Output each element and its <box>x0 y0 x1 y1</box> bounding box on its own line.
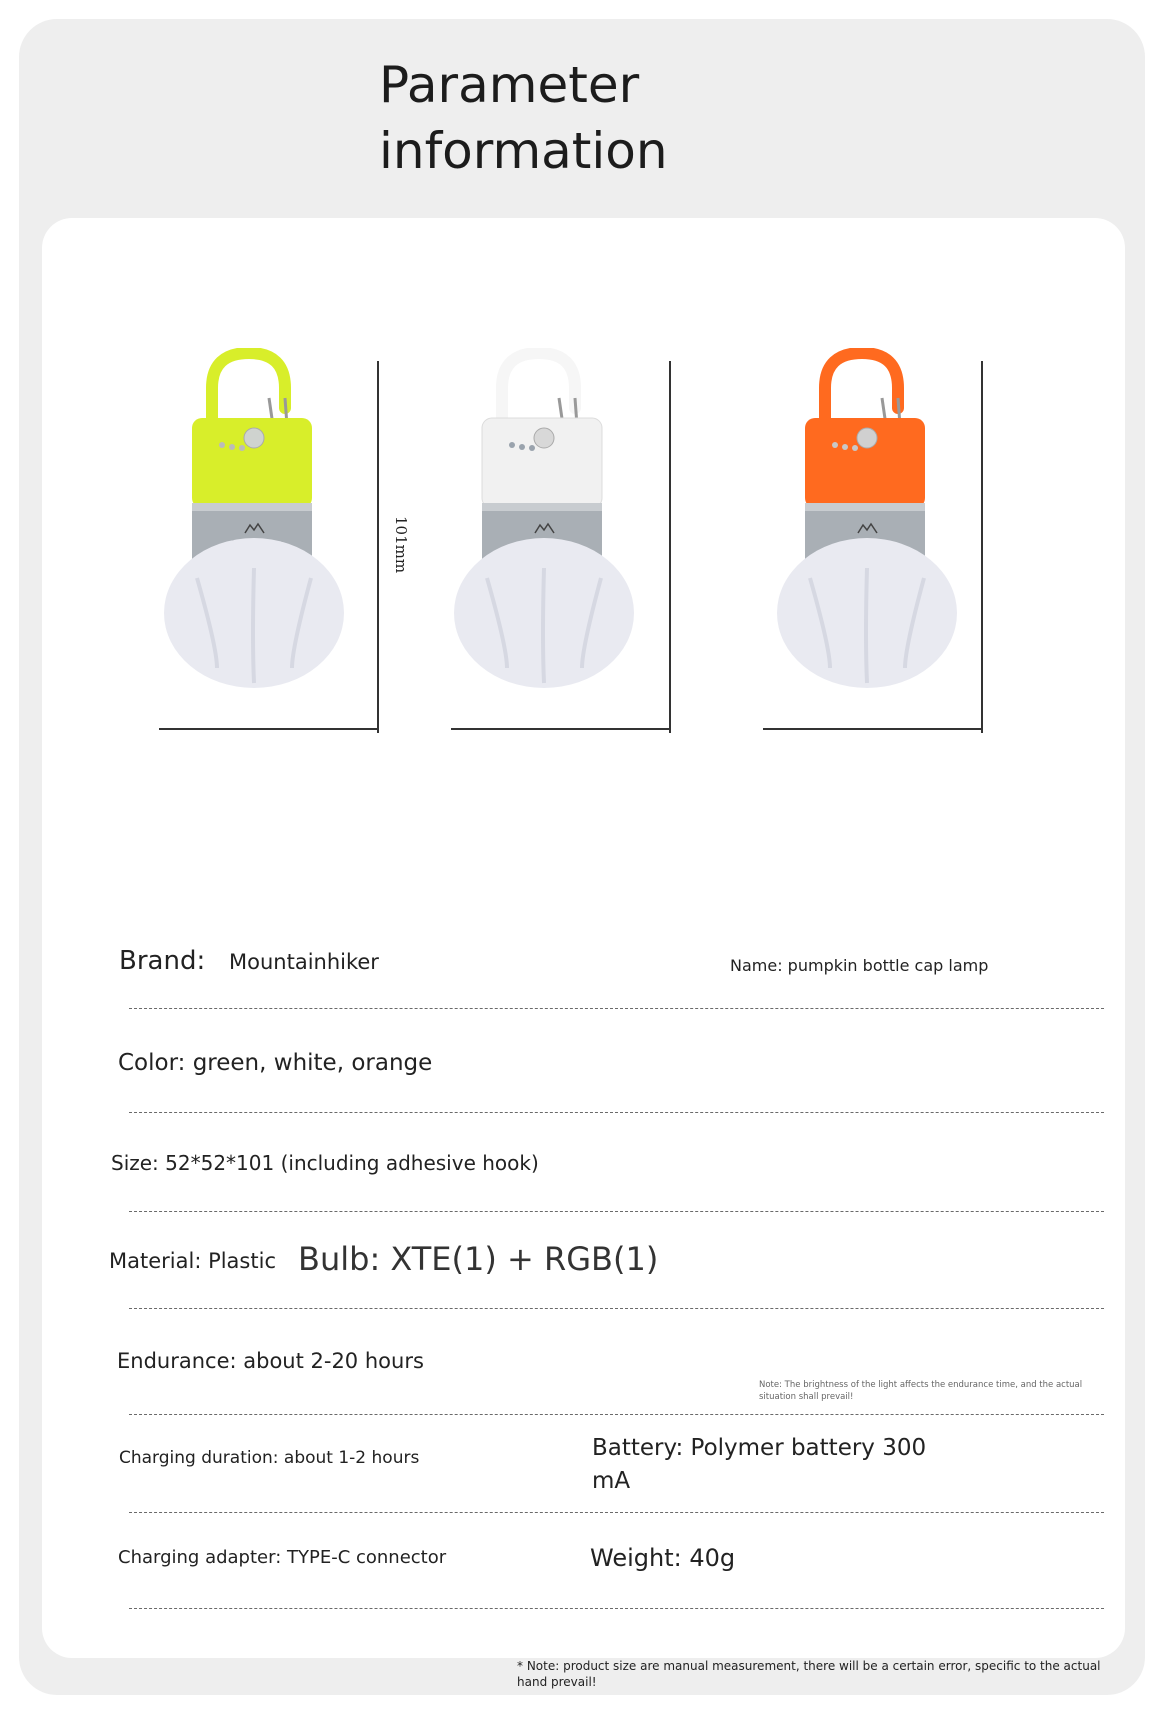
product-name: Name: pumpkin bottle cap lamp <box>730 956 989 975</box>
lamp-green-image <box>157 348 387 688</box>
divider <box>129 1414 1104 1415</box>
title-line-1: Parameter <box>379 56 640 114</box>
divider <box>129 1112 1104 1113</box>
dimension-line-horizontal <box>451 728 670 730</box>
divider <box>129 1512 1104 1513</box>
bulb-spec: Bulb: XTE(1) + RGB(1) <box>298 1240 659 1278</box>
charging-duration-spec: Charging duration: about 1-2 hours <box>119 1448 420 1468</box>
size-spec: Size: 52*52*101 (including adhesive hook) <box>111 1151 539 1175</box>
lamp-white-image <box>447 348 677 688</box>
divider <box>129 1211 1104 1212</box>
height-dimension-label: 101mm <box>392 516 410 574</box>
dimension-line-vertical <box>377 361 379 733</box>
brand-value: Mountainhiker <box>229 950 379 974</box>
parameter-card <box>42 218 1125 1658</box>
page-title <box>379 52 668 184</box>
dimension-line-vertical <box>981 361 983 733</box>
brand-label: Brand: <box>119 946 206 976</box>
lamp-orange <box>770 348 1000 678</box>
lamp-green <box>157 348 387 678</box>
material-spec: Material: Plastic <box>109 1249 276 1273</box>
title-line-2: information <box>379 122 668 180</box>
divider <box>129 1008 1104 1009</box>
footnote: * Note: product size are manual measurement, there will be a certain error, specific to the actual hand prevail! <box>517 1659 1101 1689</box>
dimension-line-horizontal <box>763 728 982 730</box>
lamp-white <box>447 348 677 678</box>
dimension-line-horizontal <box>159 728 378 730</box>
dimension-line-vertical <box>669 361 671 733</box>
divider <box>129 1608 1104 1609</box>
battery-line-1: Battery: Polymer battery 300 <box>592 1435 927 1461</box>
divider <box>129 1308 1104 1309</box>
endurance-note: Note: The brightness of the light affects the endurance time, and the actual situation shall prevail! <box>759 1380 1083 1402</box>
weight-spec: Weight: 40g <box>590 1544 736 1572</box>
lamp-orange-image <box>770 348 1000 688</box>
endurance-spec: Endurance: about 2-20 hours <box>117 1349 424 1373</box>
battery-line-2: mA <box>592 1468 631 1494</box>
color-spec: Color: green, white, orange <box>118 1050 433 1076</box>
product-gallery <box>42 218 1125 818</box>
charging-adapter-spec: Charging adapter: TYPE-C connector <box>118 1547 447 1568</box>
battery-spec <box>592 1432 926 1498</box>
